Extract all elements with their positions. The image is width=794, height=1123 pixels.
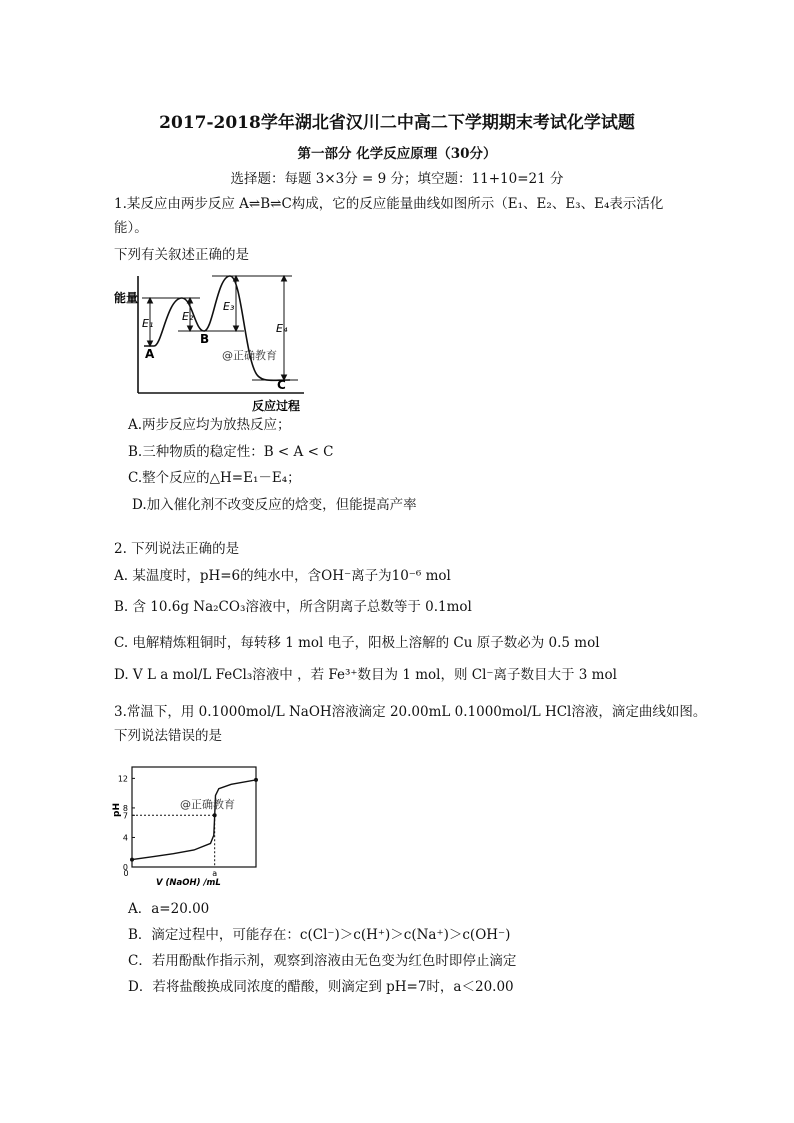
data-point — [130, 858, 134, 862]
data-point — [254, 778, 258, 782]
q1-stem-line1: 1.某反应由两步反应 A⇌B⇌C构成，它的反应能量曲线如图所示（E₁、E₂、E₃、E₄表示活化 — [114, 196, 664, 212]
y-tick-label: 12 — [117, 774, 128, 784]
e4-label: E₄ — [276, 322, 288, 335]
y-axis-label: pH — [112, 803, 122, 817]
score-note: 选择题：每题 3×3分 = 9 分；填空题：11+10=21 分 — [230, 171, 564, 187]
q1-option-c: C.整个反应的△H=E₁－E₄； — [128, 470, 301, 486]
q3-option-a: A．a=20.00 — [128, 901, 210, 917]
e1-label: E₁ — [142, 317, 154, 330]
e3-label: E₃ — [223, 300, 235, 313]
q3-stem-line2: 下列说法错误的是 — [114, 728, 222, 744]
energy-curve — [144, 276, 290, 380]
q2-option-c: C. 电解精炼粗铜时，每转移 1 mol 电子，阳极上溶解的 Cu 原子数必为 0.5 mol — [114, 635, 600, 651]
q1-option-b: B.三种物质的稳定性：B < A < C — [128, 444, 334, 460]
energy-diagram — [112, 268, 312, 416]
x-axis-label: V (NaOH) /mL — [156, 878, 221, 888]
q1-option-d: D.加入催化剂不改变反应的焓变，但能提高产率 — [132, 497, 417, 513]
watermark: @正确教育 — [222, 349, 277, 362]
q3-stem-line1: 3.常温下，用 0.1000mol/L NaOH溶液滴定 20.00mL 0.1000mol/L HCl溶液，滴定曲线如图。 — [114, 704, 707, 720]
y-tick-label: 7 — [122, 811, 128, 821]
energy-axis-label: 能量 — [114, 291, 139, 305]
point-a-label: A — [145, 347, 155, 361]
plot-frame — [132, 767, 256, 867]
y-tick-label: 0 — [122, 863, 128, 872]
titration-chart — [108, 765, 268, 890]
section-title: 第一部分 化学反应原理（30分） — [297, 146, 497, 162]
q3-option-b: B．滴定过程中，可能存在：c(Cl⁻)＞c(H⁺)＞c(Na⁺)＞c(OH⁻) — [128, 927, 511, 943]
q1-option-a: A.两步反应均为放热反应； — [128, 417, 291, 433]
q3-option-d: D．若将盐酸换成同浓度的醋酸，则滴定到 pH=7时，a＜20.00 — [128, 979, 514, 995]
q2-option-d: D. V L a mol/L FeCl₃溶液中 ，若 Fe³⁺数目为 1 mol，则 Cl⁻离子数目大于 3 mol — [114, 667, 617, 683]
q2-option-b: B. 含 10.6g Na₂CO₃溶液中，所含阴离子总数等于 0.1mol — [114, 599, 472, 615]
q3-option-c: C．若用酚酞作指示剂，观察到溶液由无色变为红色时即停止滴定 — [128, 953, 517, 969]
x-tick-label: 0 — [123, 869, 129, 878]
q2-option-a: A. 某温度时，pH=6的纯水中，含OH⁻离子为10⁻⁶ mol — [114, 568, 451, 584]
titration-curve — [132, 780, 256, 860]
e2-label: E₂ — [182, 310, 194, 323]
x-tick-label: a — [212, 869, 218, 878]
q2-stem: 2. 下列说法正确的是 — [114, 541, 240, 557]
y-tick-label: 8 — [122, 803, 128, 813]
chart-watermark: @正确教育 — [180, 798, 235, 811]
point-c-label: C — [277, 378, 286, 392]
q1-stem-line2: 能）。 — [114, 220, 148, 236]
reaction-axis-label: 反应过程 — [252, 399, 301, 413]
q1-stem-line3: 下列有关叙述正确的是 — [114, 247, 249, 263]
page-title: 2017-2018学年湖北省汉川二中高二下学期期末考试化学试题 — [159, 113, 635, 133]
point-b-label: B — [200, 332, 210, 346]
y-tick-label: 4 — [122, 833, 128, 843]
